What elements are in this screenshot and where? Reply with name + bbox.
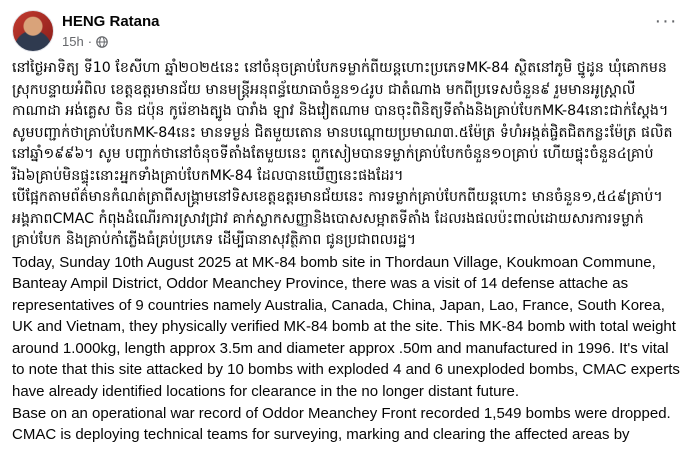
post-meta bbox=[62, 13, 160, 49]
post-paragraph-km: នៅថ្ងៃអាទិត្យ ទី10 ខែសីហា ឆ្នាំ២០២៥នេះ នៅចំនុចគ្រាប់បែកទម្លាក់ពីយន្តហោះប្រភេទMK-84 ស្ថិតនៅភូមិ ថ្នូដូន ឃុំគោកមន ស្រុកបន្ទាយអំពិល ខេត្តឧត្តរមានជ័យ មានមន្ត្រីអនុពន្ធ័យោធាចំនួន១៤រូប ជាតំណាង មកពីប្រទេសចំនួន៩ រួមមានអូស្រ្តាលី កាណាដា អង់គ្លេស ចិន ជប៉ុន កូរ៉េខាងត្បូង បារាំង ឡាវ និងវៀតណាម បានចុះពិនិត្យទីតាំងនិងគ្រាប់បែកMK-84នោះជាក់ស្តែង។ សូមបញ្ជាក់ថាគ្រាប់បែកMK-84នេះ មានទម្ងន់ ជិតមួយតោន មានបណ្តោយប្រមាណ៣.៥ម៉ែត្រ ទំហំអង្កត់ផ្ចិតជិតកន្លះម៉ែត្រ ផលិតនៅឆ្នាំ១៩៩៦។ សូម បញ្ជាក់ថានៅចំនុចទីតាំងតែមួយនេះ ពួកសៀមបានទម្លាក់គ្រាប់បែកចំនួន១០គ្រាប់ ហើយផ្ទុះចំនួន៤គ្រាប់ រីឯ៦គ្រាប់មិនផ្ទុះនោះអ្នកទាំងគ្រាប់បែកMK-84 ដែលបានឃើញនេះផងដែរ។ bbox=[12, 60, 673, 184]
separator-dot: · bbox=[87, 34, 93, 49]
post-paragraph-km: បើផ្អែកតាមព័ត៌មានកំណត់ត្រាពីសង្គ្រាមនៅទិសខេត្តឧត្តរមានជ័យនេះ ការទម្លាក់គ្រាប់បែកពីយន្តហោះ មានចំនួន១,៥៤៩គ្រាប់។ អង្គភាពCMAC កំពុងដំណើរការស្រាវជ្រាវ គាក់ស្លាកសញ្ញានិងបោសសម្អាតទីតាំង ដែលរងផលប៉ះពាល់ដោយសារការទម្លាក់គ្រាប់បែក និងគ្រាប់កាំភ្លើងធំគ្រប់ប្រភេទ ដើម្បីធានាសុវត្ថិភាព ជូនប្រជាពលរដ្ឋ។ bbox=[12, 189, 663, 248]
globe-icon[interactable] bbox=[96, 36, 108, 48]
post-timestamp[interactable]: 15h bbox=[62, 34, 84, 49]
post-paragraph-en: Today, Sunday 10th August 2025 at MK-84 bomb site in Thordaun Village, Koukmoan Commune, Banteay Ampil District, Oddor Meanchey Province, there was a visit of 14 defense attache as representatives of 9 countries namely Australia, Canada, China, Japan, Lao, France, South Korea, UK and Vietnam, they physically verified MK-84 bomb at the site. This MK-84 bomb with total weight around 1.000kg, length approx 3.5m and diameter approx .50m and manufactured in 1996. It's vital to note that this site attacked by 10 bombs with exploded 4 and 6 unexploded bombs, CMAC experts have already identified locations for clearance in the no longer distant future. bbox=[12, 253, 680, 401]
author-name[interactable]: HENG Ratana bbox=[62, 13, 160, 30]
post-header bbox=[12, 10, 160, 52]
post-body bbox=[12, 58, 684, 446]
post-paragraph-en: CMAC is deploying technical teams for surveying, marking and clearing the affected areas by bbox=[12, 426, 630, 444]
post-subline bbox=[62, 34, 160, 49]
author-avatar[interactable] bbox=[12, 10, 54, 52]
more-options-icon[interactable]: ··· bbox=[654, 9, 678, 32]
post-paragraph-en: Base on an operational war record of Oddor Meanchey Front recorded 1,549 bombs were dropped. bbox=[12, 404, 671, 422]
